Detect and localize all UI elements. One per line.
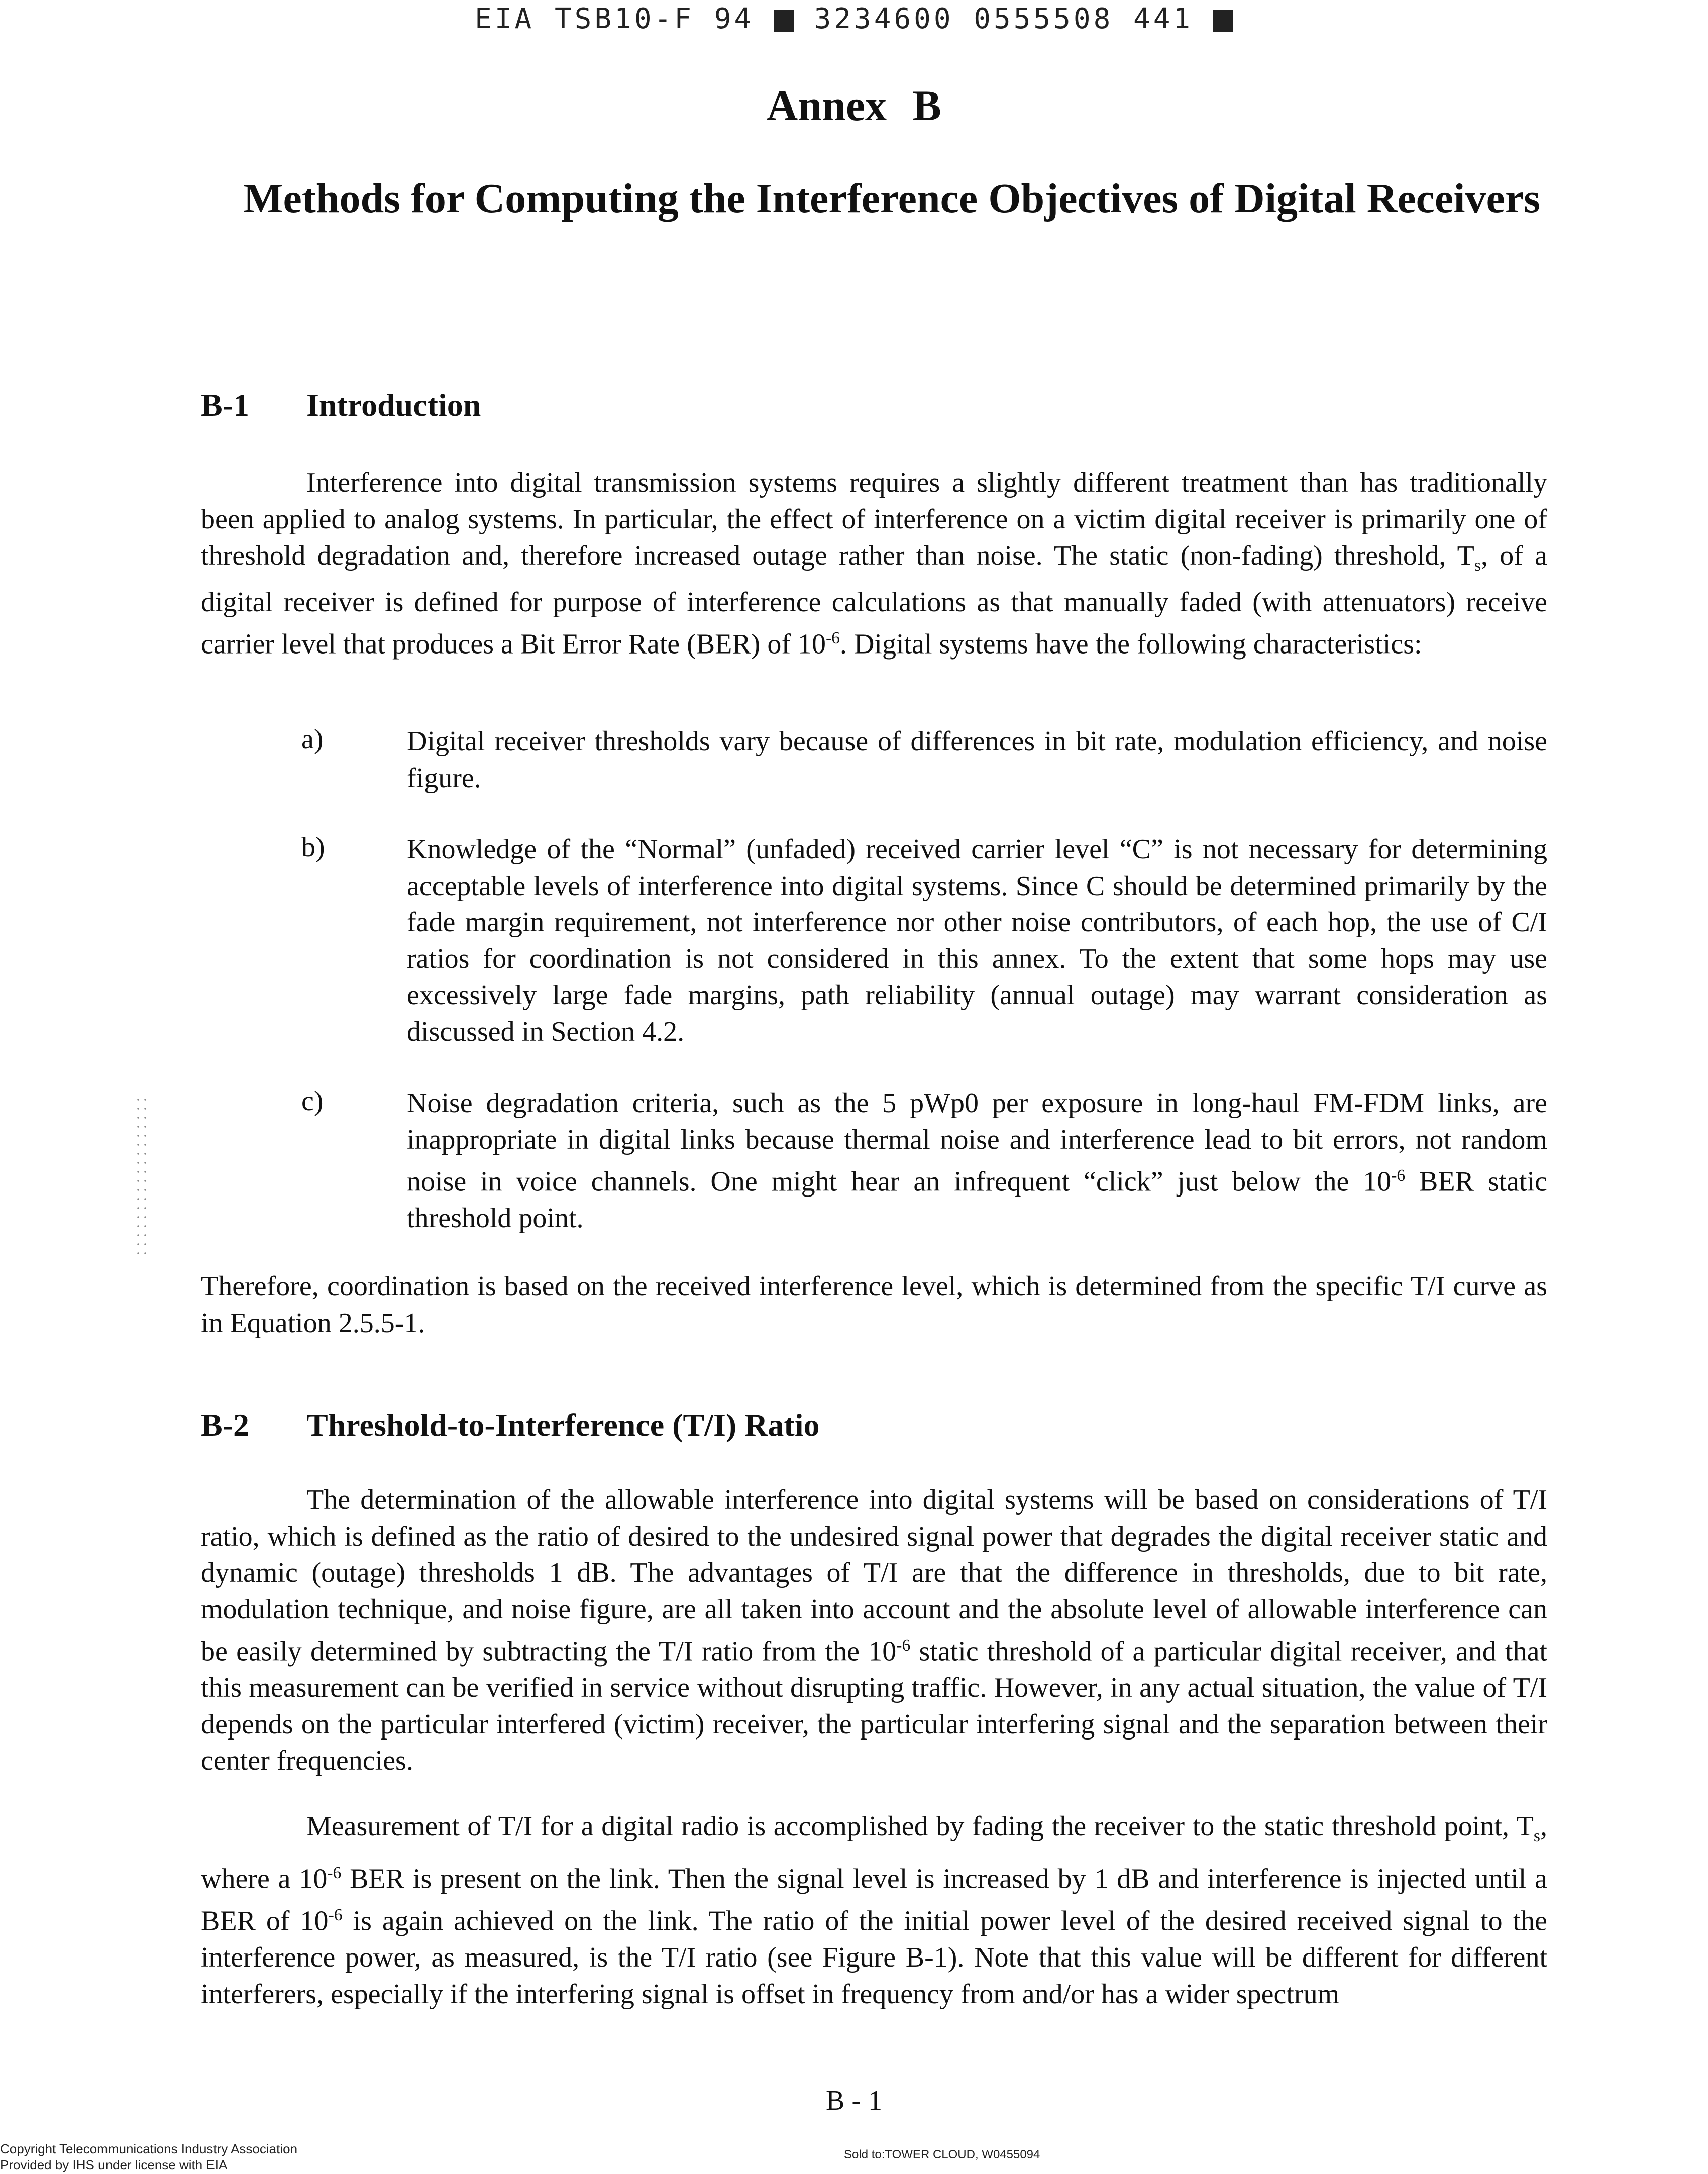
text-run: BER is present on the link. Then the signal level is increased by 1 dB and interference is injected until a BER of 10 [201, 1863, 1547, 1937]
superscript: -6 [896, 1636, 911, 1655]
list-item-label: a) [301, 724, 324, 755]
text-run: , where a 10 [201, 1811, 1547, 1895]
superscript: -6 [1391, 1166, 1406, 1185]
scan-margin-marks [135, 1095, 150, 1261]
list-item-text [407, 1085, 1547, 1237]
copyright-line: Copyright Telecommunications Industry Association [0, 2141, 298, 2156]
text-run: Measurement of T/I for a digital radio is accomplished by fading the receiver to the static threshold point, T [306, 1811, 1534, 1842]
list-item-label: b) [301, 832, 325, 863]
header-block-mark [1213, 10, 1233, 32]
document-header-code [0, 4, 1708, 34]
text-run: static threshold of a particular digital receiver, and that this measurement can be verified in service without disrupting traffic. However, in any actual situation, the value of T/I depends on the particular interfered (victim) receiver, the particular interfering signal and the separation between their center frequencies. [201, 1636, 1547, 1777]
header-block-mark [774, 10, 794, 32]
section-title: Introduction [306, 387, 481, 423]
document-title: Methods for Computing the Interference Objectives of Digital Receivers [243, 175, 1540, 222]
text-run: The determination of the allowable interference into digital systems will be based on considerations of T/I ratio, which is defined as the ratio of desired to the undesired signal power that degrades the digital receiver static and dynamic (outage) thresholds 1 dB. The advantages of T/I are that the difference in thresholds, due to bit rate, modulation technique, and noise figure, are all taken into account and the absolute level of allowable interference can be easily determined by subtracting the T/I ratio from the 10 [201, 1484, 1547, 1667]
text-run: is again achieved on the link. The ratio of the initial power level of the desired received signal to the interference power, as measured, is the T/I ratio (see Figure B-1). Note that this value will be different for different interferers, especially if the interfering signal is offset in frequency from and/or has a wider spectrum [201, 1905, 1547, 2010]
ti-measurement-paragraph [201, 1808, 1547, 2012]
section-heading-b2 [201, 1406, 819, 1444]
text-run: Interference into digital transmission systems requires a slightly different treatment than has traditionally been applied to analog systems. In particular, the effect of interference on a victim digital receiver is primarily one of threshold degradation and, therefore increased outage rather than noise. The static (non-fading) threshold, T [201, 467, 1547, 571]
page-number: B - 1 [826, 2085, 882, 2116]
text-run: BER static threshold point. [407, 1166, 1548, 1234]
superscript: -6 [328, 1905, 343, 1924]
section-number: B-2 [201, 1407, 249, 1443]
text-run: , of a digital receiver is defined for purpose of interference calculations as that manually faded (with attenuators) receive carrier level that produces a Bit Error Rate (BER) of 10 [201, 540, 1547, 660]
header-code-right: 3234600 0555508 441 [814, 3, 1194, 35]
sold-to-footer: Sold to:TOWER CLOUD, W0455094 [844, 2148, 1040, 2161]
annex-label: Annex B [767, 81, 941, 130]
subscript: s [1533, 1827, 1540, 1846]
list-item-label: c) [301, 1085, 324, 1117]
list-item-text: Knowledge of the “Normal” (unfaded) received carrier level “C” is not necessary for determining acceptable levels of interference into digital systems. Since C should be determined primarily by the fade margin requirement, not interference nor other noise contributors, of each hop, the use of C/I ratios for coordination is not considered in this annex. To the extent that some hops may use excessively large fade margins, path reliability (annual outage) may warrant consideration as discussed in Section 4.2. [407, 834, 1547, 1047]
intro-paragraph [201, 465, 1547, 663]
text-run: . Digital systems have the following characteristics: [839, 628, 1422, 660]
ti-definition-paragraph [201, 1482, 1547, 1779]
text-run: Noise degradation criteria, such as the 5 pWp0 per exposure in long-haul FM-FDM links, are inappropriate in digital links because thermal noise and interference lead to bit errors, not random noise in voice channels. One might hear an infrequent “click” just below the 10 [407, 1088, 1547, 1198]
superscript: -6 [327, 1863, 342, 1882]
header-code-left: EIA TSB10-F 94 [475, 3, 755, 35]
subscript: s [1474, 556, 1481, 575]
section-number: B-1 [201, 387, 249, 423]
closing-paragraph: Therefore, coordination is based on the received interference level, which is determined from the specific T/I curve as in Equation 2.5.5-1. [201, 1271, 1547, 1339]
superscript: -6 [825, 629, 840, 648]
list-item-text: Digital receiver thresholds vary because of differences in bit rate, modulation efficiency, and noise figure. [407, 726, 1547, 794]
section-title: Threshold-to-Interference (T/I) Ratio [306, 1407, 820, 1443]
license-line: Provided by IHS under license with EIA [0, 2157, 228, 2172]
copyright-footer [0, 2141, 297, 2173]
section-heading-b1 [201, 387, 481, 424]
